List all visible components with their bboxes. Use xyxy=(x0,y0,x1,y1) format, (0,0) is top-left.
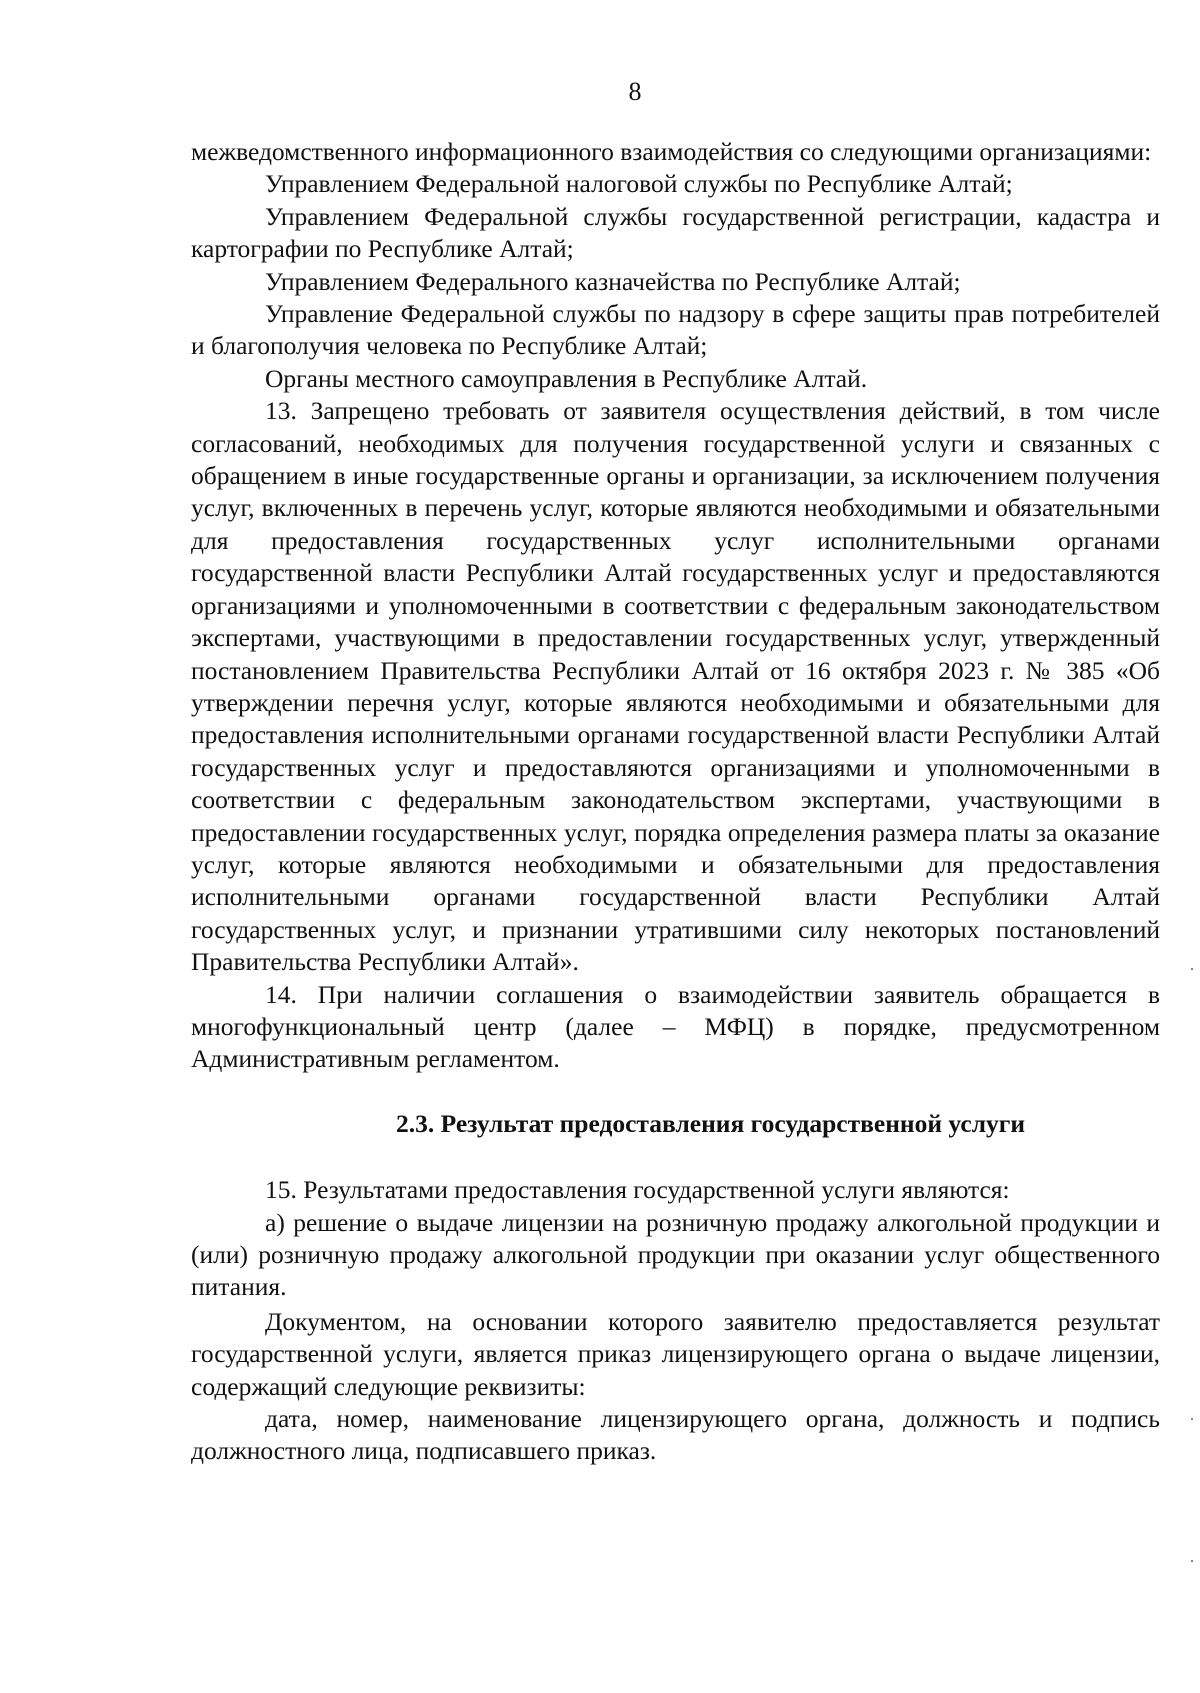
paragraph-item-15a: а) решение о выдаче лицензии на розничную продажу алкогольной продукции и (или) розничную продажу алкогольной продукции при оказании услуг общественного питания. xyxy=(191,1207,1160,1302)
paragraph-registration-service: Управлением Федеральной службы государственной регистрации, кадастра и картографии по Республике Алтай; xyxy=(191,201,1160,264)
scan-speck xyxy=(1191,1560,1193,1562)
scan-speck xyxy=(1191,968,1193,970)
paragraph-document-basis: Документом, на основании которого заявителю предоставляется результат государственной услуги, является приказ лицензирующего органа о выдаче лицензии, содержащий следующие реквизиты: xyxy=(191,1306,1160,1401)
paragraph-item-13: 13. Запрещено требовать от заявителя осуществления действий, в том числе согласований, необходимых для получения государственной услуги и связанных с обращением в иные государственные органы и организации, за исключением получения услуг, включенных в перечень услуг, которые являются необходимыми и обязательными для предоставления государственных услуг исполнительными органами государственной власти Республики Алтай государственных услуг и предоставляются организациями и уполномоченными в соответствии с федеральным законодательством экспертами, участвующими в предоставлении государственных услуг, утвержденный постановлением Правительства Республики Алтай от 16 октября 2023 г. № 385 «Об утверждении перечня услуг, которые являются необходимыми и обязательными для предоставления исполнительными органами государственной власти Республики Алтай государственных услуг и предоставляются организациями и уполномоченными в соответствии с федеральным законодательством экспертами, участвующими в предоставлении государственных услуг, порядка определения размера платы за оказание услуг, которые являются необходимыми и обязательными для предоставления исполнительными органами государственной власти Республики Алтай государственных услуг, и признании утратившими силу некоторых постановлений Правительства Республики Алтай». xyxy=(191,396,1160,977)
paragraph-tax-service: Управлением Федеральной налоговой службы по Республике Алтай; xyxy=(265,169,1013,199)
paragraph-local-government: Органы местного самоуправления в Республике Алтай. xyxy=(265,363,868,393)
paragraph-treasury: Управлением Федерального казначейства по Республике Алтай; xyxy=(265,266,961,296)
paragraph-requisites: дата, номер, наименование лицензирующего органа, должность и подпись должностного лица, подписавшего приказ. xyxy=(191,1404,1160,1466)
section-heading: 2.3. Результат предоставления государственной услуги xyxy=(395,1108,1026,1138)
paragraph-item-15: 15. Результатами предоставления государственной услуги являются: xyxy=(265,1175,1010,1205)
document-body xyxy=(191,136,1160,1468)
scan-speck xyxy=(1191,1418,1193,1420)
paragraph-item-14: 14. При наличии соглашения о взаимодействии заявитель обращается в многофункциональный центр (далее – МФЦ) в порядке, предусмотренном Административным регламентом. xyxy=(191,979,1160,1074)
page-number: 8 xyxy=(628,77,642,106)
paragraph-continuation: межведомственного информационного взаимодействия со следующими организациями: xyxy=(191,137,1152,166)
paragraph-consumer-rights-service: Управление Федеральной службы по надзору в сфере защиты прав потребителей и благополучия человека по Республике Алтай; xyxy=(191,299,1160,361)
